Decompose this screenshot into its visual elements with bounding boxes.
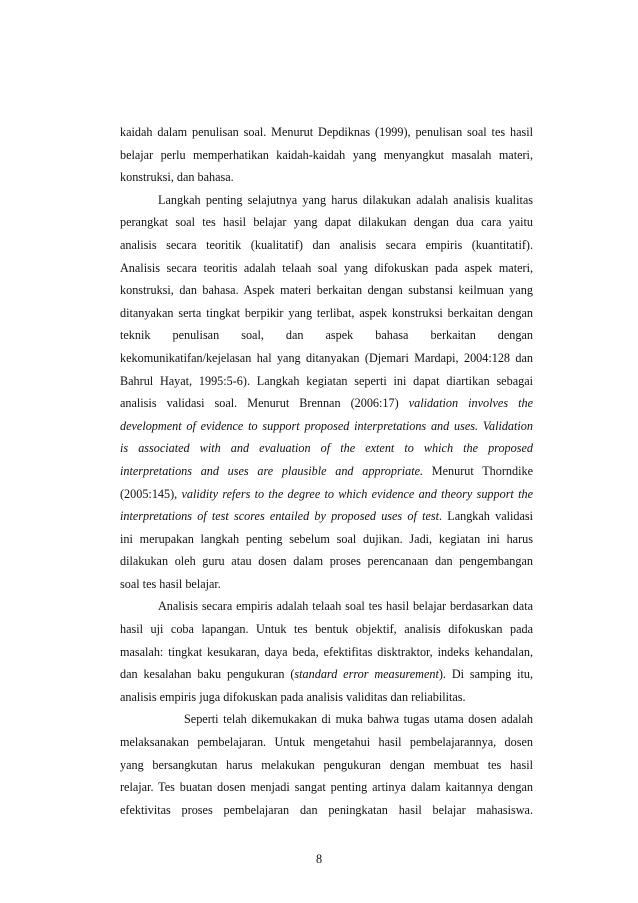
text-line: efektivitas proses pembelajaran dan peningkatan hasil belajar mahasiswa.: [120, 802, 533, 817]
italic-quote: development of evidence to support proposed interpretations and uses. Validation: [120, 418, 533, 433]
body-text: [120, 121, 533, 821]
italic-quote: is associated with and evaluation of the extent to which the proposed: [120, 441, 533, 456]
text-line: [120, 460, 533, 483]
text-line: ini merupakan langkah penting sebelum soal dujikan. Jadi, kegiatan ini harus: [120, 531, 533, 546]
text-line: hasil uji coba lapangan. Untuk tes bentuk objektif, analisis difokuskan pada: [120, 622, 533, 637]
text-line: soal tes hasil belajar.: [120, 576, 221, 591]
text-line: dilakukan oleh guru atau dosen dalam proses perencanaan dan pengembangan: [120, 554, 533, 569]
text-line: [120, 437, 533, 460]
text-line: melaksanakan pembelajaran. Untuk mengetahui hasil pembelajarannya, dosen: [120, 735, 533, 750]
text-line: analisis empiris juga difokuskan pada analisis validitas dan reliabilitas.: [120, 689, 466, 704]
text-line: belajar perlu memperhatikan kaidah-kaidah yang menyangkut masalah materi,: [120, 147, 533, 162]
paragraph-first-line: Analisis secara empiris adalah telaah soal tes hasil belajar berdasarkan data: [158, 599, 533, 614]
text-line: konstruksi, dan bahasa.: [120, 170, 234, 185]
text-line: masalah: tingkat kesukaran, daya beda, efektifitas disktraktor, indeks kehandalan,: [120, 644, 533, 659]
italic-term: standard error measurement: [294, 667, 439, 682]
text-run: Menurut Thorndike: [423, 463, 533, 478]
italic-quote: interpretations and uses are plausible and appropriate.: [120, 463, 424, 478]
italic-quote: validity refers to the degree to which evidence and theory support the: [181, 486, 533, 501]
text-run: (2005:145),: [120, 486, 182, 501]
text-run: analisis validasi soal. Menurut Brennan (2006:17): [120, 396, 409, 411]
text-run: dan kesalahan baku pengukuran (: [120, 667, 295, 682]
text-run: ). Di samping itu,: [438, 667, 533, 682]
paragraph-first-line: Seperti telah dikemukakan di muka bahwa tugas utama dosen adalah: [184, 712, 533, 727]
italic-quote: interpretations of test scores entailed by proposed uses of test: [120, 509, 439, 524]
text-line: konstruksi, dan bahasa. Aspek materi berkaitan dengan substansi keilmuan yang: [120, 283, 533, 298]
text-line: Analisis secara teoritis adalah telaah soal yang difokuskan pada aspek materi,: [120, 260, 533, 275]
text-line: yang bersangkutan harus melakukan pengukuran dengan membuat tes hasil: [120, 757, 533, 772]
text-line: kekomunikatifan/kejelasan hal yang ditanyakan (Djemari Mardapi, 2004:128 dan: [120, 350, 533, 365]
text-line: analisis secara teoritik (kualitatif) dan analisis secara empiris (kuantitatif).: [120, 237, 533, 252]
text-line: kaidah dalam penulisan soal. Menurut Depdiknas (1999), penulisan soal tes hasil: [120, 125, 533, 139]
text-line: perangkat soal tes hasil belajar yang dapat dilakukan dengan dua cara yaitu: [120, 215, 533, 230]
page-number: 8: [315, 852, 323, 866]
text-line: [120, 663, 533, 686]
text-line: [120, 415, 533, 438]
text-line: ditanyakan serta tingkat berpikir yang terlibat, aspek konstruksi berkaitan dengan: [120, 305, 533, 320]
text-line: Bahrul Hayat, 1995:5-6). Langkah kegiatan seperti ini dapat diartikan sebagai: [120, 373, 533, 388]
paragraph-first-line: Langkah penting selajutnya yang harus dilakukan adalah analisis kualitas: [158, 192, 533, 207]
text-line: teknik penulisan soal, dan aspek bahasa berkaitan dengan: [120, 328, 533, 343]
italic-quote: validation involves the: [408, 396, 534, 411]
text-line: [120, 483, 533, 506]
text-line: relajar. Tes buatan dosen menjadi sangat penting artinya dalam kaitannya dengan: [120, 780, 533, 795]
text-line: [120, 392, 533, 415]
text-line: [120, 505, 533, 528]
text-run: . Langkah validasi: [439, 509, 534, 524]
